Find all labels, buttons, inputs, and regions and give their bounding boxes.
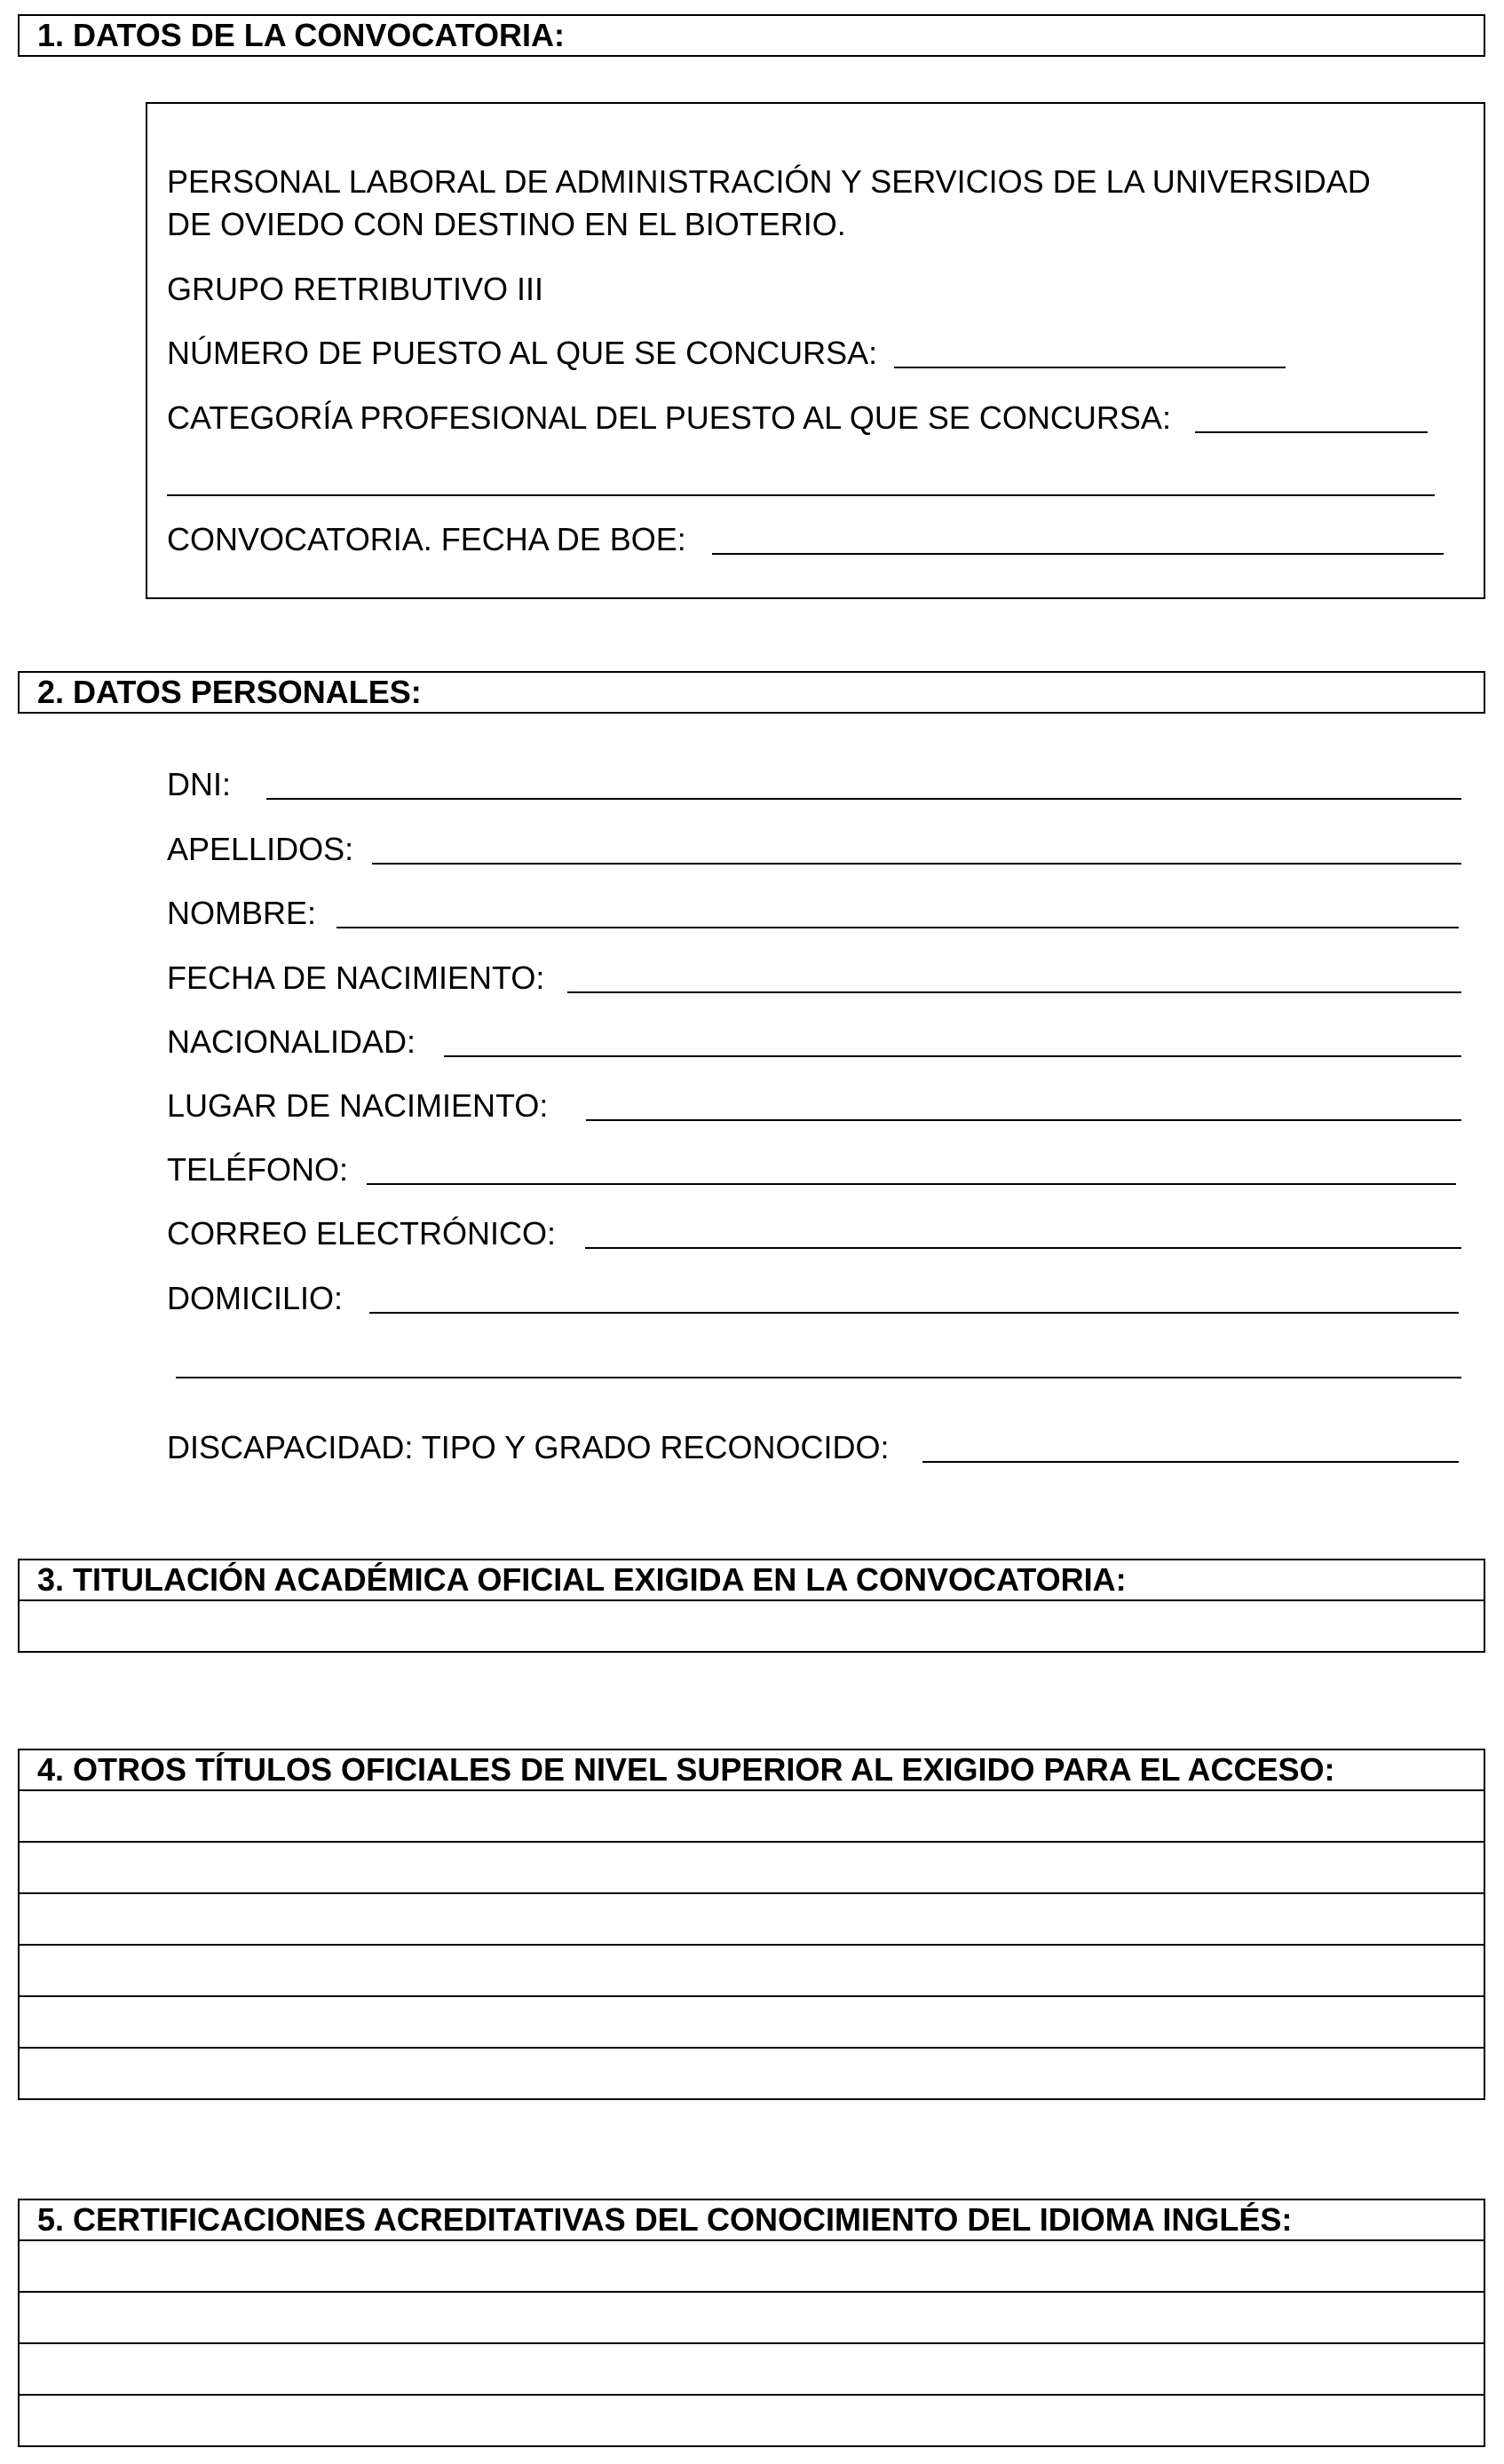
table-row[interactable] [20,2291,1484,2342]
table-row[interactable] [20,2047,1484,2098]
correo-field[interactable] [585,1247,1461,1249]
idioma-ingles-table [18,2239,1485,2447]
section-5-header: 5. CERTIFICACIONES ACREDITATIVAS DEL CONOCIMIENTO DEL IDIOMA INGLÉS: [18,2199,1485,2241]
discapacidad-label: DISCAPACIDAD: TIPO Y GRADO RECONOCIDO: [167,1429,890,1465]
convocatoria-line-2: DE OVIEDO CON DESTINO EN EL BIOTERIO. [167,206,846,242]
numero-puesto-field[interactable] [894,367,1286,368]
lugar-nacimiento-label: LUGAR DE NACIMIENTO: [167,1087,549,1124]
nombre-label: NOMBRE: [167,895,317,931]
fecha-nacimiento-label: FECHA DE NACIMIENTO: [167,960,545,996]
categoria-field[interactable] [1195,431,1428,433]
grupo-retributivo: GRUPO RETRIBUTIVO III [167,271,544,307]
apellidos-label: APELLIDOS: [167,831,354,867]
table-row[interactable] [20,1995,1484,2047]
numero-puesto-label: NÚMERO DE PUESTO AL QUE SE CONCURSA: [167,335,878,371]
nacionalidad-field[interactable] [444,1055,1461,1057]
boe-date-field[interactable] [712,553,1444,555]
table-row[interactable] [20,2394,1484,2445]
table-row[interactable] [20,1944,1484,1995]
telefono-field[interactable] [367,1183,1456,1185]
domicilio-label: DOMICILIO: [167,1280,344,1316]
table-row[interactable] [20,2239,1484,2291]
table-row[interactable] [20,2342,1484,2394]
titulacion-table [18,1599,1485,1653]
dni-label: DNI: [167,766,231,802]
dni-field[interactable] [266,798,1461,800]
discapacidad-field[interactable] [922,1461,1459,1463]
nombre-field[interactable] [336,927,1459,928]
correo-label: CORREO ELECTRÓNICO: [167,1215,557,1252]
table-row[interactable] [20,1789,1484,1841]
domicilio-field[interactable] [369,1312,1459,1314]
section-3-header: 3. TITULACIÓN ACADÉMICA OFICIAL EXIGIDA EN LA CONVOCATORIA: [18,1559,1485,1601]
nacionalidad-label: NACIONALIDAD: [167,1023,416,1060]
table-row[interactable] [20,1599,1484,1651]
boe-label: CONVOCATORIA. FECHA DE BOE: [167,521,686,557]
apellidos-field[interactable] [372,863,1461,865]
section-4-header: 4. OTROS TÍTULOS OFICIALES DE NIVEL SUPERIOR AL EXIGIDO PARA EL ACCESO: [18,1749,1485,1791]
section-2-header: 2. DATOS PERSONALES: [18,671,1485,714]
otros-titulos-table [18,1789,1485,2100]
telefono-label: TELÉFONO: [167,1151,349,1188]
categoria-label: CATEGORÍA PROFESIONAL DEL PUESTO AL QUE SE CONCURSA: [167,399,1171,436]
domicilio-field-continuation[interactable] [176,1377,1461,1378]
convocatoria-line-1: PERSONAL LABORAL DE ADMINISTRACIÓN Y SERVICIOS DE LA UNIVERSIDAD [167,163,1371,200]
table-row[interactable] [20,1841,1484,1892]
table-row[interactable] [20,1892,1484,1944]
fecha-nacimiento-field[interactable] [567,991,1461,993]
categoria-field-continuation[interactable] [167,494,1435,496]
section-1-header: 1. DATOS DE LA CONVOCATORIA: [18,14,1485,57]
lugar-nacimiento-field[interactable] [586,1119,1461,1121]
